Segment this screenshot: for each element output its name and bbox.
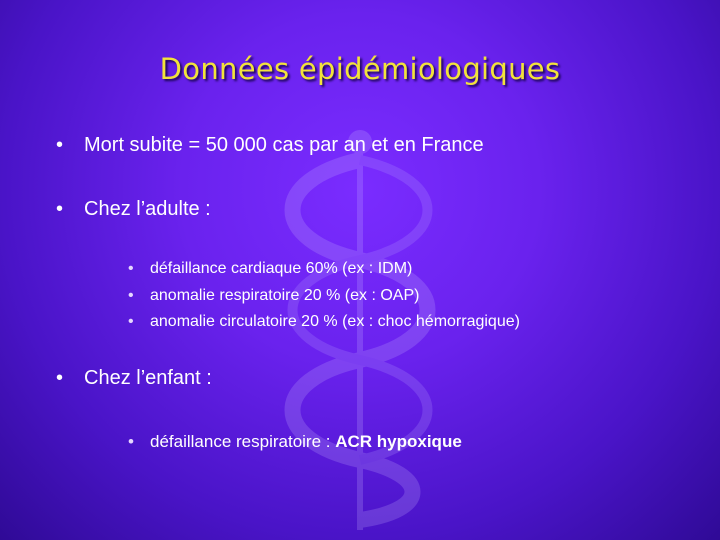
bullet-text: Mort subite = 50 000 cas par an et en France [84,134,484,156]
bullet-text: Chez l’enfant : [84,367,212,389]
sub-bullet-marker: • [128,432,134,451]
child-item-respiratoire [128,430,462,454]
bullet-marker: • [56,198,64,220]
bullet-text: Chez l’adulte : [84,198,211,220]
slide-title: Données épidémiologiques [159,52,561,86]
sub-bullet-text: défaillance respiratoire : [150,432,336,451]
sub-bullet-marker: • [128,260,134,277]
sub-bullet-text: anomalie respiratoire 20 % (ex : OAP) [150,287,420,304]
sub-bullet-bold-text: ACR hypoxique [335,432,462,451]
bullet-marker: • [56,367,64,389]
bullet-adulte [56,197,211,221]
sub-bullet-marker: • [128,287,134,304]
adult-item-respiratoire [128,284,419,308]
adult-item-cardiaque [128,257,412,281]
sub-bullet-text: défaillance cardiaque 60% (ex : IDM) [150,260,413,277]
bullet-enfant [56,366,212,390]
bullet-marker: • [56,134,64,156]
adult-item-circulatoire [128,310,520,334]
sub-bullet-text: anomalie circulatoire 20 % (ex : choc hémorragique) [150,313,520,330]
sub-bullet-marker: • [128,313,134,330]
bullet-mort-subite [56,133,484,157]
